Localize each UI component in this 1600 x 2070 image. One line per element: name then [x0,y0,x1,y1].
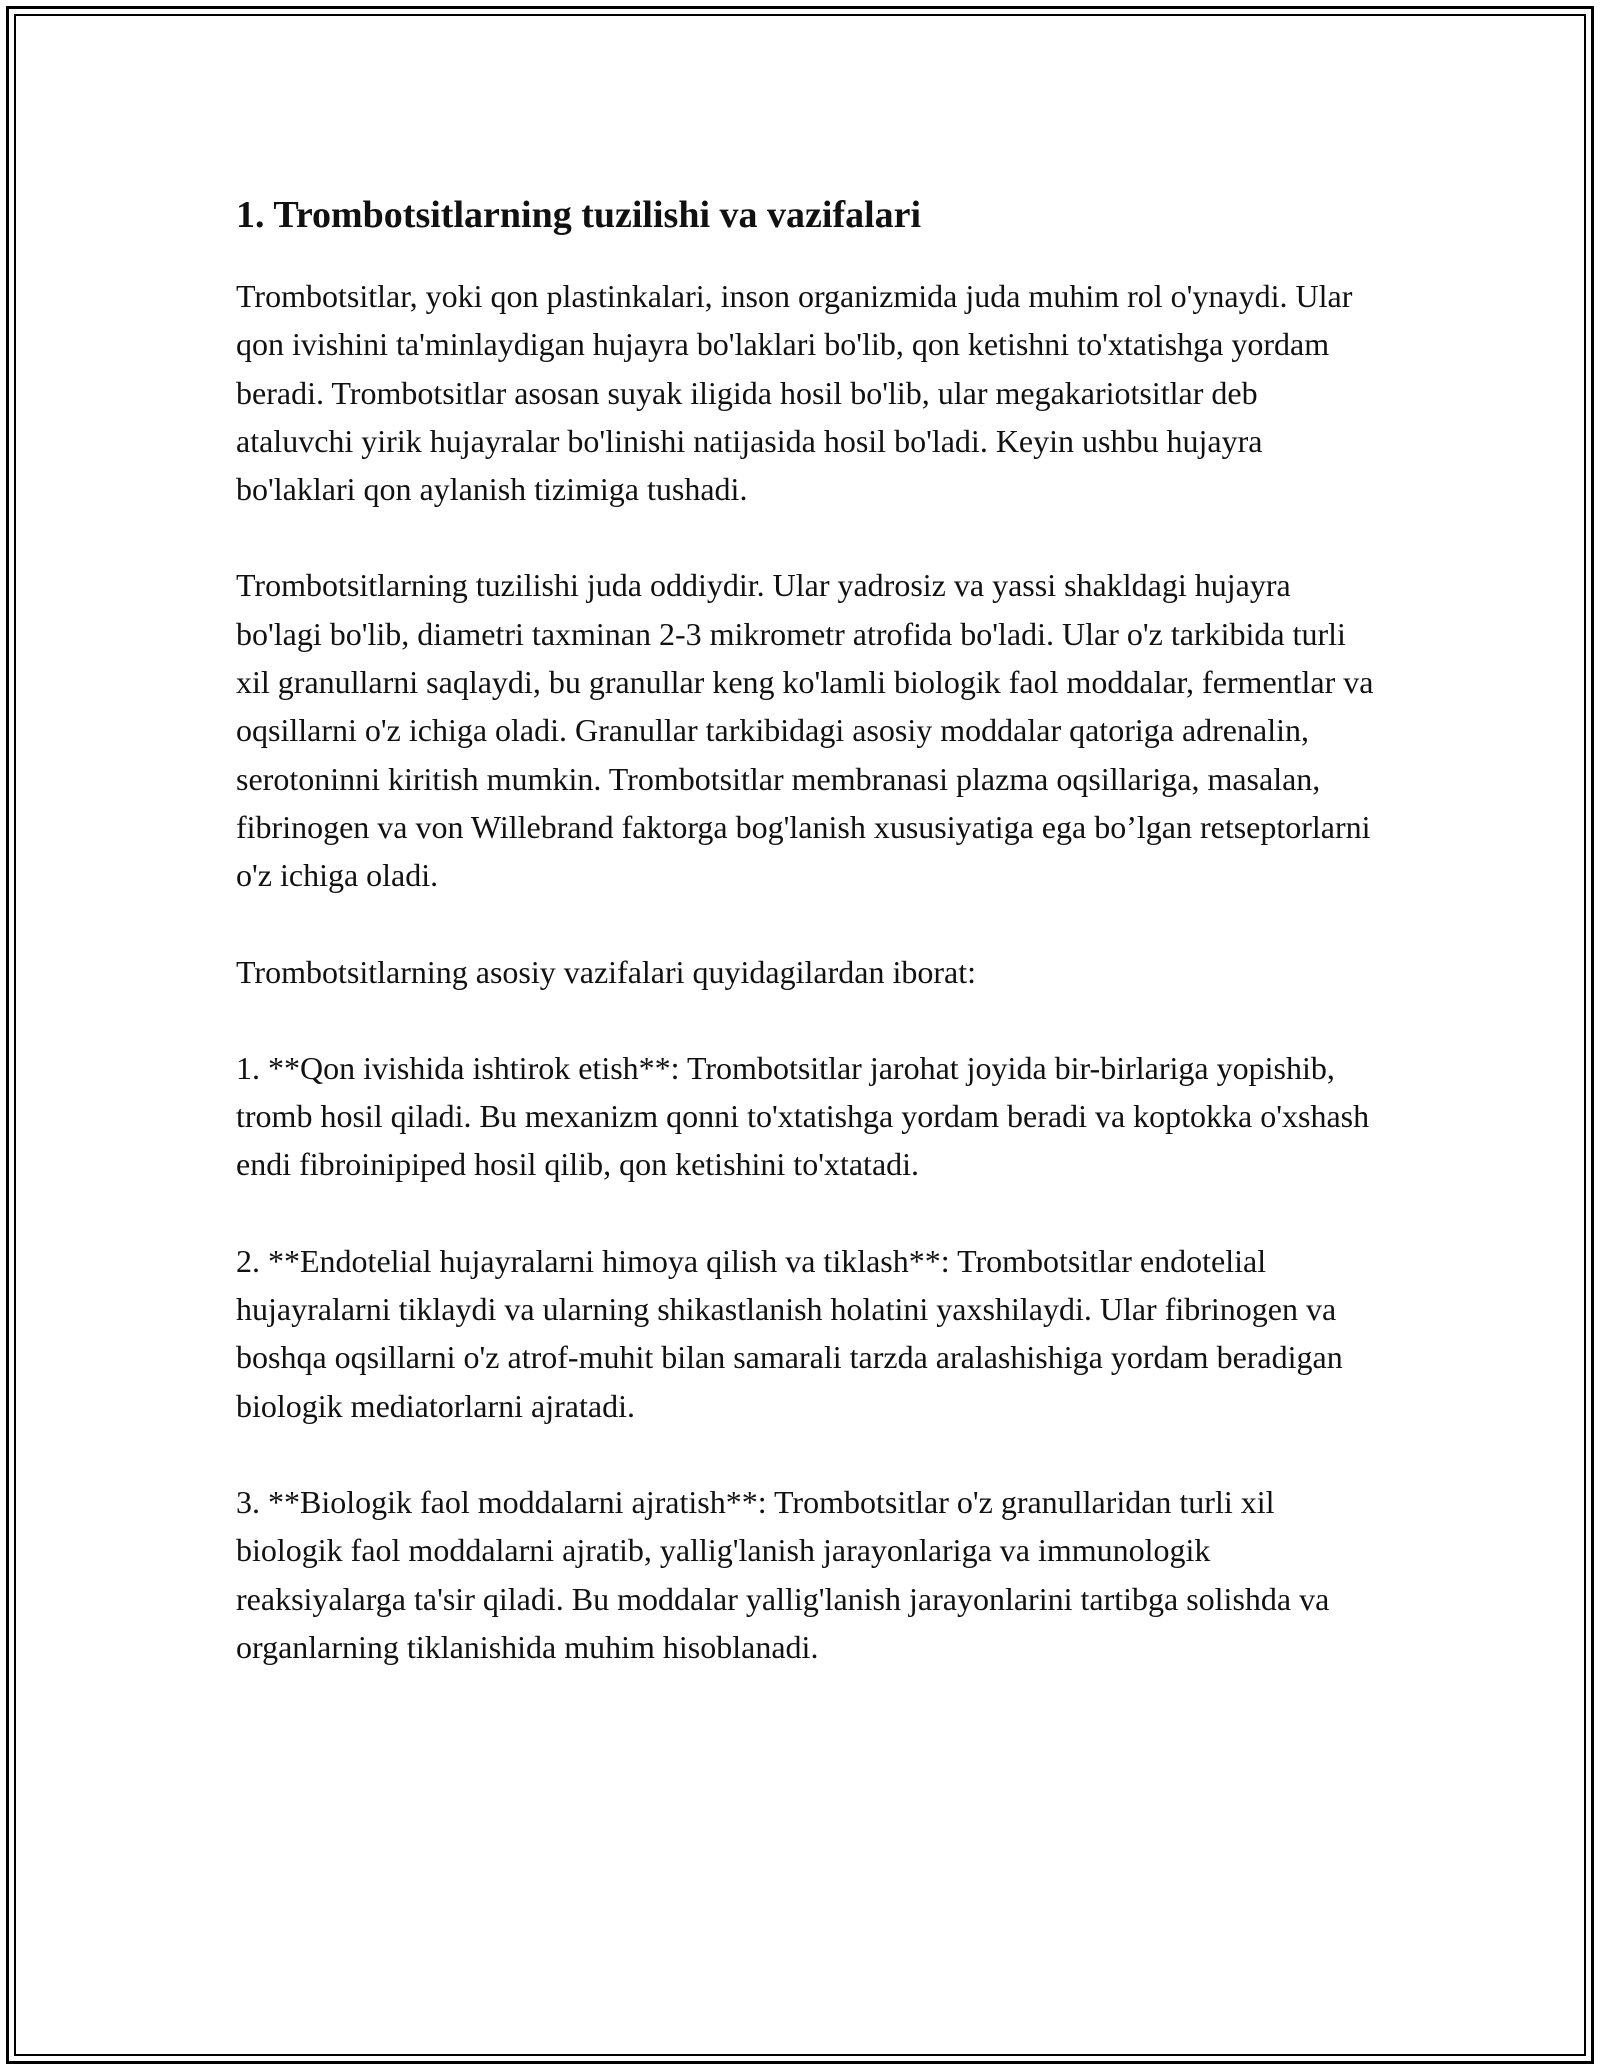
list-item-function-1: 1. **Qon ivishida ishtirok etish**: Trombotsitlar jarohat joyida bir-birlariga yopishib, tromb hosil qiladi. Bu mexanizm qonni to'xtatishga yordam beradi va koptokka o'xshash endi fibroinipiped hosil qilib, qon ketishini to'xtatadi. [236,1049,1370,1183]
paragraph-functions-intro: Trombotsitlarning asosiy vazifalari quyidagilardan iborat: [236,953,976,990]
document-body [236,186,1376,1719]
paragraph-intro: Trombotsitlar, yoki qon plastinkalari, inson organizmida juda muhim rol o'ynaydi. Ular qon ivishini ta'minlaydigan hujayra bo'laklari bo'lib, qon ketishni to'xtatishga yordam beradi. Trombotsitlar asosan suyak iligida hosil bo'lib, ular megakariotsitlar deb ataluvchi yirik hujayralar bo'linishi natijasida hosil bo'ladi. Keyin ushbu hujayra bo'laklari qon aylanish tizimiga tushadi. [236,278,1353,508]
list-item-function-2: 2. **Endotelial hujayralarni himoya qilish va tiklash**: Trombotsitlar endotelial hujayralarni tiklaydi va ularning shikastlanish holatini yaxshilaydi. Ular fibrinogen va boshqa oqsillarni o'z atrof-muhit bilan samarali tarzda aralashishiga yordam beradigan biologik mediatorlarni ajratadi. [236,1242,1343,1424]
paragraph-structure: Trombotsitlarning tuzilishi juda oddiydir. Ular yadrosiz va yassi shakldagi hujayra bo'lagi bo'lib, diametri taxminan 2-3 mikrometr atrofida bo'ladi. Ular o'z tarkibida turli xil granullarni saqlaydi, bu granullar keng ko'lamli biologik faol moddalar, fermentlar va oqsillarni o'z ichiga oladi. Granullar tarkibidagi asosiy moddalar qatoriga adrenalin, serotoninni kiritish mumkin. Trombotsitlar membranasi plazma oqsillariga, masalan, fibrinogen va von Willebrand faktorga bog'lanish xususiyatiga ega bo’lgan retseptorlarni o'z ichiga oladi. [236,567,1374,894]
list-item-function-3: 3. **Biologik faol moddalarni ajratish**: Trombotsitlar o'z granullaridan turli xil biologik faol moddalarni ajratib, yallig'lanish jarayonlariga va immunologik reaksiyalarga ta'sir qiladi. Bu moddalar yallig'lanish jarayonlarini tartibga solishda va organlarning tiklanishida muhim hisoblanadi. [236,1483,1330,1665]
section-heading: 1. Trombotsitlarning tuzilishi va vazifalari [236,194,922,236]
